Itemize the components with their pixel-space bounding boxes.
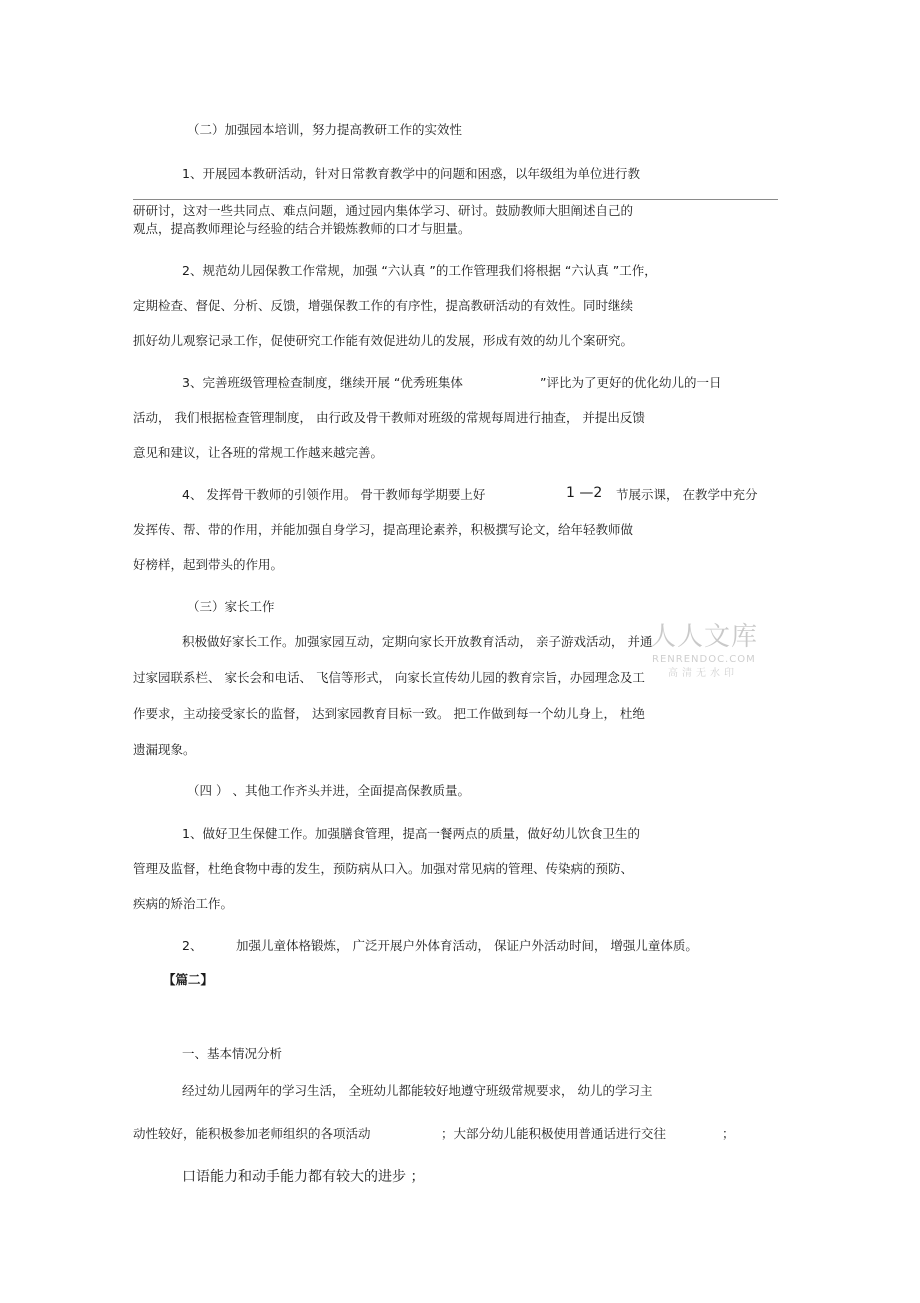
paragraph-line: 观点，提高教师理论与经验的结合并锻炼教师的口才与胆量。 [133,221,471,236]
section-heading-parents: （三）家长工作 [187,599,275,614]
paragraph-line: 4、 发挥骨干教师的引领作用。 骨干教师每学期要上好 [182,487,486,502]
paragraph-line: 作要求，主动接受家长的监督， 达到家园教育目标一致。 把工作做到每一个幼儿身上， 杜绝 [133,706,645,721]
paragraph-line: 研研讨，这对一些共同点、难点问题，通过园内集体学习、研讨。鼓励教师大胆阐述自己的 [133,203,634,218]
paragraph-line-fragment: ”评比为了更好的优化幼儿的一日 [540,375,722,390]
paragraph-line: 疾病的矫治工作。 [133,896,234,911]
watermark-note: 高清无水印 [668,668,738,679]
paragraph-line-fragment: ； [722,1126,735,1141]
paragraph-line: 口语能力和动手能力都有较大的进步 ； [182,1169,425,1185]
paragraph-line: 好榜样，起到带头的作用。 [133,557,284,572]
watermark-title: 人人文库 [650,622,759,652]
paragraph-line: 定期检查、督促、分析、反馈，增强保教工作的有序性，提高教研活动的有效性。同时继续 [133,298,634,313]
paragraph-line: 1、做好卫生保健工作。加强膳食管理，提高一餐两点的质量，做好幼儿饮食卫生的 [182,826,640,841]
paragraph-line: 1、开展园本教研活动，针对日常教育教学中的问题和困惑，以年级组为单位进行教 [182,166,640,181]
paragraph-line: 管理及监督，杜绝食物中毒的发生，预防病从口入。加强对常见病的管理、传染病的预防、 [133,861,634,876]
article-part-heading: 【篇二】 [163,972,214,987]
section-heading-other: （四 ） 、其他工作齐头并进，全面提高保教质量。 [187,783,470,798]
paragraph-line: 2、 [182,938,203,953]
paragraph-line: 经过幼儿园两年的学习生活， 全班幼儿都能较好地遵守班级常规要求， 幼儿的学习主 [182,1083,653,1098]
section-heading-training: （二）加强园本培训，努力提高教研工作的实效性 [187,122,463,137]
paragraph-line: 意见和建议，让各班的常规工作越来越完善。 [133,445,384,460]
page-separator-line [133,199,778,200]
paragraph-line: 2、规范幼儿园保教工作常规，加强 “六认真 ”的工作管理我们将根据 “六认真 ”工作， [182,263,657,278]
paragraph-line-fragment: ；大部分幼儿能积极使用普通话进行交往 [441,1126,667,1141]
paragraph-line: 积极做好家长工作。加强家园互动，定期向家长开放教育活动， 亲子游戏活动， 并通 [182,634,653,649]
paragraph-line: 遗漏现象。 [133,742,196,757]
paragraph-line-fragment: 加强儿童体格锻炼， 广泛开展户外体育活动， 保证户外活动时间， 增强儿童体质。 [236,938,698,953]
paragraph-line: 动性较好，能积极参加老师组织的各项活动 [133,1126,371,1141]
paragraph-line: 发挥传、帮、带的作用，并能加强自身学习，提高理论素养，积极撰写论文，给年轻教师做 [133,522,634,537]
section-heading-analysis: 一、基本情况分析 [182,1046,283,1061]
paragraph-line-fragment: 节展示课， 在教学中充分 [616,487,758,502]
watermark-logo [650,622,775,682]
paragraph-line: 过家园联系栏、 家长会和电话、 飞信等形式， 向家长宣传幼儿园的教育宗旨，办园理念及工 [133,670,645,685]
paragraph-line: 抓好幼儿观察记录工作，促使研究工作能有效促进幼儿的发展，形成有效的幼儿个案研究。 [133,333,634,348]
paragraph-line: 3、完善班级管理检查制度，继续开展 “优秀班集体 [182,375,463,390]
watermark-url: RENRENDOC.COM [652,654,756,665]
paragraph-line: 活动， 我们根据检查管理制度， 由行政及骨干教师对班级的常规每周进行抽查， 并提出反馈 [133,410,645,425]
lesson-count: 1 —2 [566,485,603,501]
